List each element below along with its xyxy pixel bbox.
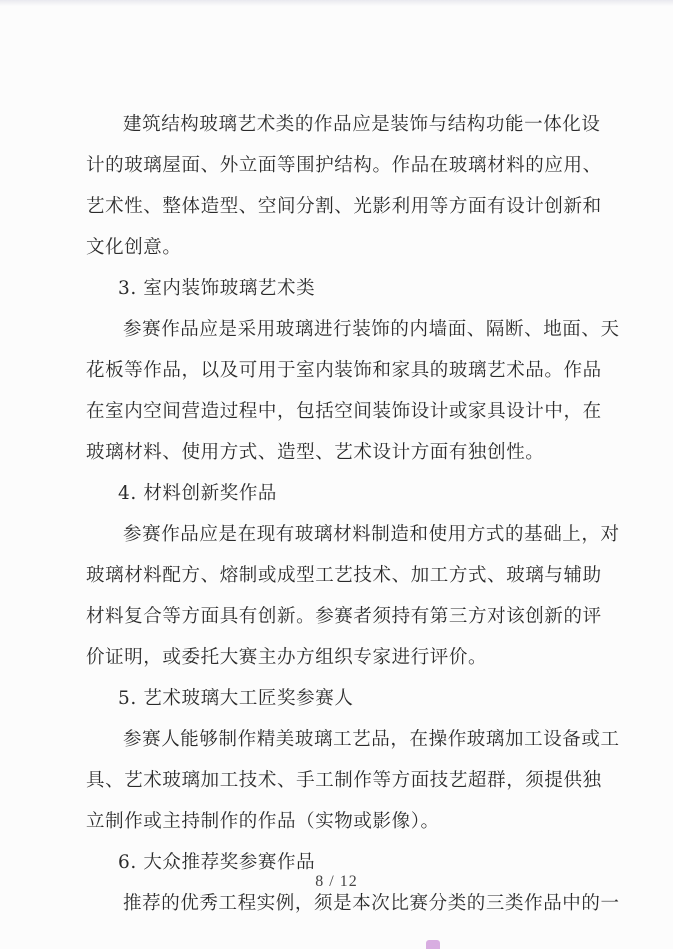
paragraph-line: 文化创意。 <box>86 237 182 258</box>
section-heading-6: 6. 大众推荐奖参赛作品 <box>118 852 316 873</box>
paragraph-line: 参赛人能够制作精美玻璃工艺品，在操作玻璃加工设备或工 <box>123 729 620 750</box>
paragraph-line: 艺术性、整体造型、空间分割、光影利用等方面有设计创新和 <box>86 196 602 217</box>
section-heading-5: 5. 艺术玻璃大工匠奖参赛人 <box>118 688 354 709</box>
paragraph-line: 价证明，或委托大赛主办方组织专家进行评价。 <box>86 647 488 668</box>
scan-top-edge <box>0 0 673 6</box>
paragraph-line: 计的玻璃屋面、外立面等围护结构。作品在玻璃材料的应用、 <box>86 155 602 176</box>
section-heading-3: 3. 室内装饰玻璃艺术类 <box>118 278 316 299</box>
paragraph-line: 材料复合等方面具有创新。参赛者须持有第三方对该创新的评 <box>86 606 602 627</box>
scan-edge-mark <box>426 940 440 949</box>
paragraph-line: 玻璃材料、使用方式、造型、艺术设计方面有独创性。 <box>86 442 545 463</box>
paragraph-line: 花板等作品，以及可用于室内装饰和家具的玻璃艺术品。作品 <box>86 360 602 381</box>
paragraph-line: 参赛作品应是在现有玻璃材料制造和使用方式的基础上，对 <box>123 524 620 545</box>
paragraph-line: 推荐的优秀工程实例，须是本次比赛分类的三类作品中的一 <box>123 893 620 914</box>
paragraph-line: 建筑结构玻璃艺术类的作品应是装饰与结构功能一体化设 <box>123 114 601 135</box>
paragraph-line: 具、艺术玻璃加工技术、手工制作等方面技艺超群，须提供独 <box>86 770 602 791</box>
paragraph-line: 参赛作品应是采用玻璃进行装饰的内墙面、隔断、地面、天 <box>123 319 620 340</box>
paragraph-line: 玻璃材料配方、熔制或成型工艺技术、加工方式、玻璃与辅助 <box>86 565 602 586</box>
paragraph-line: 在室内空间营造过程中，包括空间装饰设计或家具设计中，在 <box>86 401 602 422</box>
page-number: 8 / 12 <box>315 873 358 890</box>
document-body <box>86 104 620 924</box>
section-heading-4: 4. 材料创新奖作品 <box>118 483 278 504</box>
paragraph-line: 立制作或主持制作的作品（实物或影像）。 <box>86 811 440 832</box>
